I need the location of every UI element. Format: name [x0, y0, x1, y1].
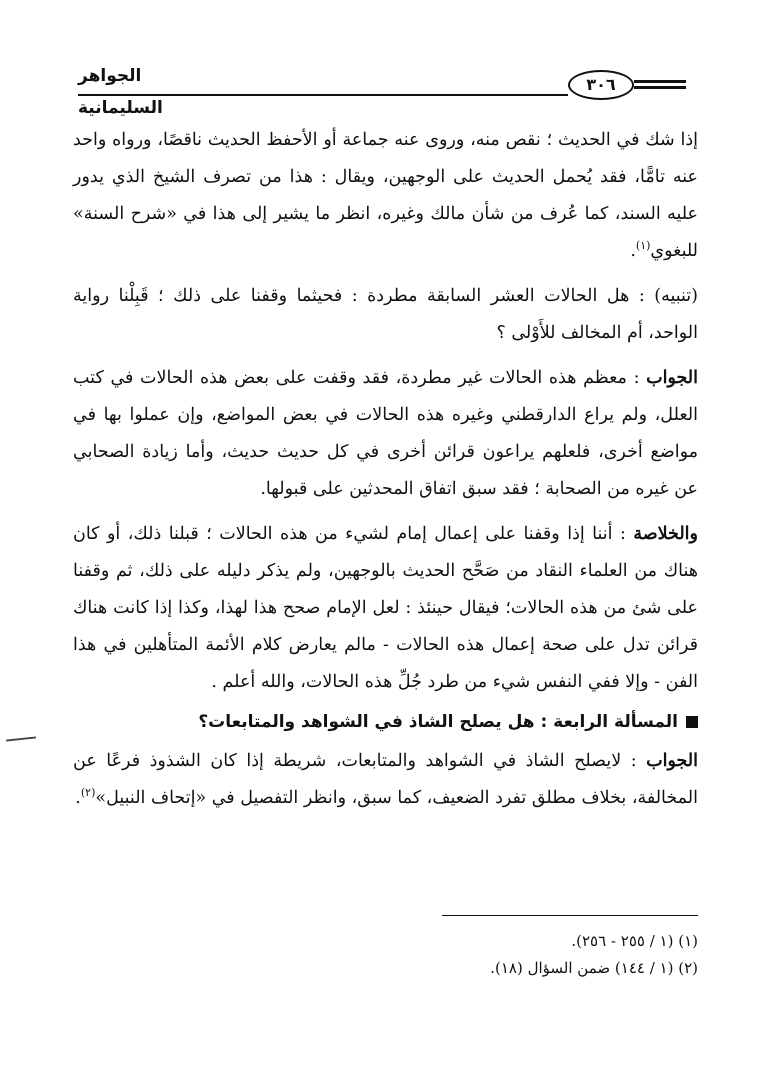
question-heading: المسألة الرابعة : هل يصلح الشاذ في الشواهد والمتابعات؟	[73, 705, 698, 739]
paragraph-answer: الجواب : معظم هذه الحالات غير مطردة، فقد وقفت على بعض هذه الحالات في كتب العلل، ولم يراع الدارقطني وغيره هذه الحالات في بعض المواضع، وإن عملوا بها في مواضع أخرى، فلعلهم يراعون قرائن أخرى في كل حديث حديث، وأما زيادة الصحابي عن غيره من الصحابة ؛ فقد سبق اتفاق المحدثين على قبولها.	[73, 368, 698, 499]
footnote-ref-1: (١)	[635, 239, 651, 253]
margin-scan-mark	[6, 736, 36, 741]
running-title: الجواهر السليمانية	[78, 66, 163, 118]
paragraph-note: (تنبيه) : هل الحالات العشر السابقة مطردة : فحيثما وقفنا على ذلك ؛ قَبِلْنا رواية الواحد، أم المخالف للأَوْلى ؟	[73, 286, 698, 343]
footnote-ref-2: (٢)	[80, 786, 96, 800]
footnote-separator	[442, 915, 698, 916]
summary-lead: والخلاصة	[633, 524, 698, 544]
paragraph-1: إذا شك في الحديث ؛ نقص منه، وروى عنه جماعة أو الأحفظ الحديث ناقصًا، ورواه واحد عنه تامًّا، فقد يُحمل الحديث على الوجهين، ويقال : هذا من تصرف الشيخ الذي يدور عليه السند، كما عُرف من شأن مالك وغيره، انظر ما يشير إلى هذا في «شرح السنة» للبغوي$^{(١)}$.	[73, 130, 698, 261]
answer-lead: الجواب	[646, 368, 698, 388]
footnote-2: (٢) (١ / ١٤٤) ضمن السؤال (١٨).	[490, 959, 698, 977]
footnotes	[300, 928, 698, 982]
paragraph-summary: والخلاصة : أننا إذا وقفنا على إعمال إمام لشيء من هذه الحالات ؛ قبلنا ذلك، أو كان هناك من العلماء النقاد من صَحَّح الحديث بالوجهين، ولم يذكر دليله على ذلك، ثم وقفنا على شئ من هذه الحالات؛ فيقال حينئذ : لعل الإمام صحح هذا لهذا، وكذا إذا كانت هناك قرائن تدل على صحة إعمال هذه الحالات - مالم يعارض كلام الأئمة المتأهلين في هذا الفن - وإلا ففي النفس شيء من طرد جُلِّ هذه الحالات، والله أعلم .	[73, 524, 698, 692]
paragraph-question-answer: الجواب : لايصلح الشاذ في الشواهد والمتابعات، شريطة إذا كان الشذوذ فرعًا عن المخالفة، بخلاف مطلق تفرد الضعيف، كما سبق، وانظر التفصيل في «إتحاف النبيل»$^{(٢)}$.	[73, 751, 698, 808]
main-text	[73, 122, 698, 817]
header-rule	[78, 94, 568, 96]
page-number: ٣٠٦	[568, 70, 634, 100]
header-ornament	[634, 80, 686, 92]
square-bullet-icon	[686, 716, 698, 728]
answer-lead-2: الجواب	[646, 751, 698, 771]
footnote-1: (١) (١ / ٢٥٥ - ٢٥٦).	[571, 932, 698, 950]
